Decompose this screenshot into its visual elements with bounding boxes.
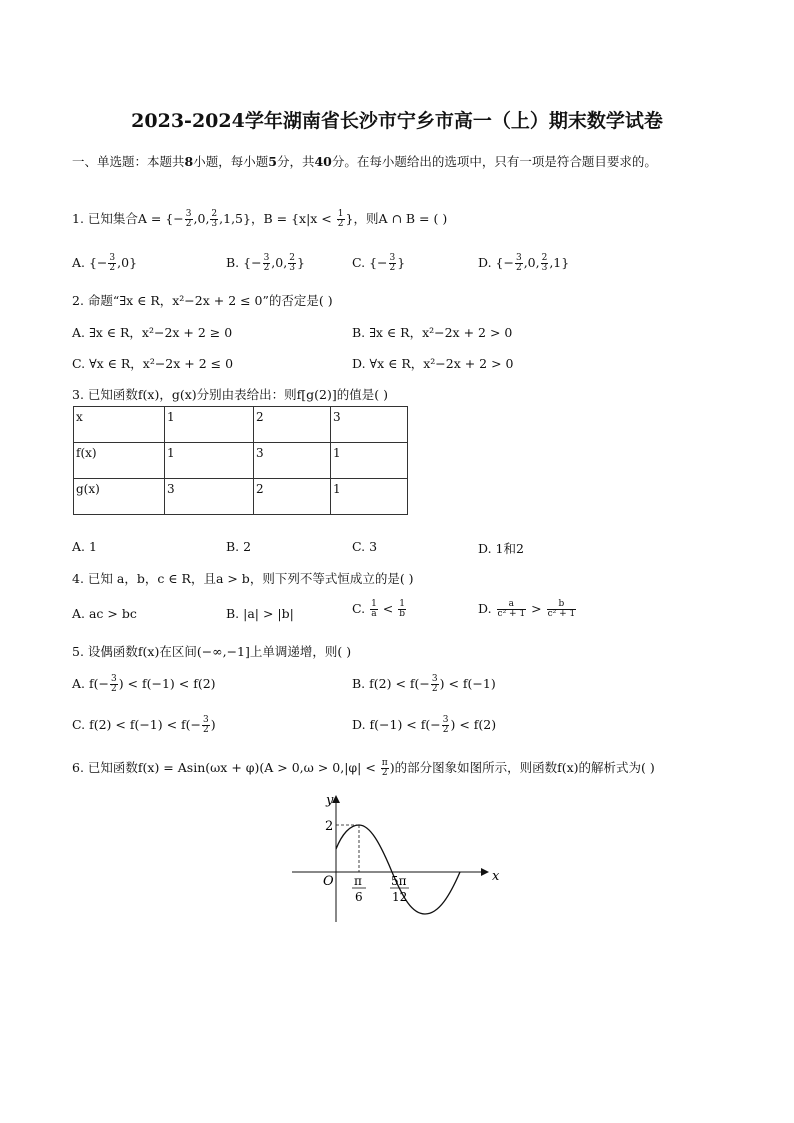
question-2-stem: 2. 命题“∃x ∈ R，x²−2x + 2 ≤ 0”的否定是( ): [72, 293, 333, 308]
question-2-option-c: C. ∀x ∈ R，x²−2x + 2 ≤ 0: [72, 356, 234, 371]
table-cell: 3: [331, 407, 408, 443]
table-cell: 3: [165, 479, 254, 515]
fraction: $\frac{2}{3}$: [211, 209, 218, 229]
question-2-option-a: A. ∃x ∈ R，x²−2x + 2 ≥ 0: [72, 325, 233, 340]
question-1-option-b: B. {− $\frac{3}{2}$ ,0, $\frac{2}{3}$ }: [226, 253, 305, 273]
question-1-option-c: C. {− $\frac{3}{2}$ }: [352, 253, 406, 273]
table-cell: g(x): [74, 479, 165, 515]
peak-value-label: 2: [325, 819, 334, 834]
section-instructions: 一、单选题：本题共8小题，每小题5分，共40分。在每小题给出的选项中，只有一项是符合题目要求的。: [72, 154, 657, 169]
table-cell: 3: [254, 443, 331, 479]
sine-graph: [288, 788, 503, 928]
question-4-option-a: A. ac > bc: [72, 606, 137, 621]
question-4-stem: 4. 已知 a，b，c ∈ R，且a > b，则下列不等式恒成立的是( ): [72, 571, 414, 586]
table-cell: f(x): [74, 443, 165, 479]
question-5-option-a: A. f(− $\frac{3}{2}$ ) < f(−1) < f(2): [72, 674, 216, 694]
question-2-option-d: D. ∀x ∈ R，x²−2x + 2 > 0: [352, 356, 514, 371]
table-cell: 1: [165, 443, 254, 479]
tick-5pi-12-denominator: 12: [392, 890, 408, 904]
tick-5pi-12-numerator: 5π: [391, 874, 407, 888]
x-axis-label: x: [492, 869, 500, 884]
question-3-option-b: B. 2: [226, 539, 252, 554]
question-3-option-a: A. 1: [72, 539, 97, 554]
tick-pi-6-numerator: π: [354, 874, 362, 888]
origin-label: O: [323, 874, 334, 889]
question-6-stem: 6. 已知函数f(x) = Asin(ωx + φ)(A > 0,ω > 0,|φ| < $\frac{\pi}{2}$ )的部分图象如图所示，则函数f(x)的解析式为( ): [72, 758, 655, 778]
question-1-stem: 1. 已知集合A = {− $\frac{3}{2}$ ,0, $\frac{2}{3}$ ,1,5}，B = {x|x < $\frac{1}{2}$ }，则A ∩ B = ( ): [72, 209, 448, 229]
question-1-option-a: A. {− $\frac{3}{2}$ ,0}: [72, 253, 138, 273]
table-cell: 1: [331, 443, 408, 479]
question-3-stem: 3. 已知函数f(x)，g(x)分别由表给出：则f[g(2)]的值是( ): [72, 387, 388, 402]
table-cell: 1: [331, 479, 408, 515]
question-4-option-c: C. $\frac{1}{a}$ < $\frac{1}{b}$: [352, 599, 405, 619]
question-3-option-d: D. 1和2: [478, 541, 524, 556]
question-4-option-b: B. |a| > |b|: [226, 606, 294, 621]
fraction: $\frac{3}{2}$: [185, 209, 192, 229]
question-5-option-c: C. f(2) < f(−1) < f(− $\frac{3}{2}$ ): [72, 715, 216, 735]
question-5-stem: 5. 设偶函数f(x)在区间(−∞,−1]上单调递增，则( ): [72, 644, 352, 659]
function-table: [73, 406, 408, 515]
table-cell: x: [74, 407, 165, 443]
table-cell: 2: [254, 479, 331, 515]
question-5-option-b: B. f(2) < f(− $\frac{3}{2}$ ) < f(−1): [352, 674, 496, 694]
question-1-option-d: D. {− $\frac{3}{2}$ ,0, $\frac{2}{3}$ ,1}: [478, 253, 570, 273]
table-row: [74, 479, 408, 515]
table-cell: 2: [254, 407, 331, 443]
table-row: [74, 407, 408, 443]
question-3-option-c: C. 3: [352, 539, 378, 554]
exam-title: 2023-2024学年湖南省长沙市宁乡市高一（上）期末数学试卷: [131, 110, 663, 132]
tick-pi-6-denominator: 6: [355, 890, 363, 904]
fraction: $\frac{1}{2}$: [337, 209, 344, 229]
question-5-option-d: D. f(−1) < f(− $\frac{3}{2}$ ) < f(2): [352, 715, 497, 735]
table-cell: 1: [165, 407, 254, 443]
question-4-option-d: D. $\frac{a}{\text{c² + 1}}$ > $\frac{b}{\text{c² + 1}}$: [478, 599, 576, 619]
question-2-option-b: B. ∃x ∈ R，x²−2x + 2 > 0: [352, 325, 513, 340]
table-row: [74, 443, 408, 479]
y-axis-label: y: [326, 793, 334, 808]
